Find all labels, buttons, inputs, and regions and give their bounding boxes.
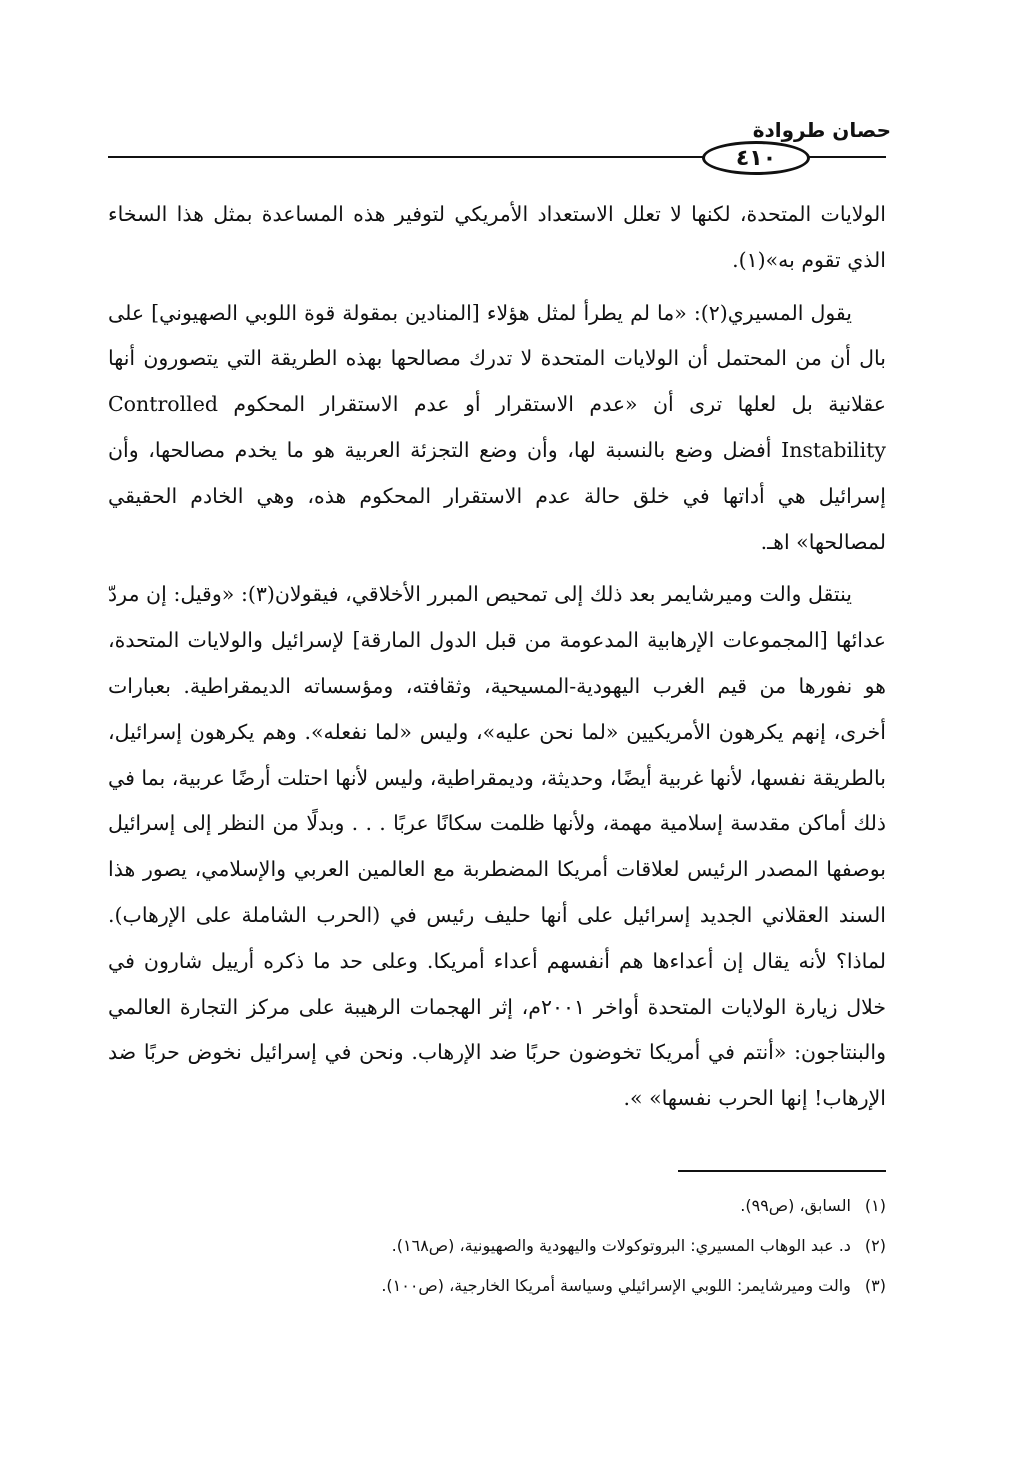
- paragraph-1: الولايات المتحدة، لكنها لا تعلل الاستعداد الأمريكي لتوفير هذه المساعدة بمثل هذا السخاء الذي تقوم به»(١).: [108, 202, 886, 272]
- body-text: [108, 192, 886, 1122]
- paragraph-3: ينتقل والت وميرشايمر بعد ذلك إلى تمحيص المبرر الأخلاقي، فيقولان(٣): «وقيل: إن مردّ عدائها [المجموعات الإرهابية المدعومة من قبل الدول المارقة] لإسرائيل والولايات المتحدة، هو نفورها من قيم الغرب اليهودية-المسيحية، وثقافته، ومؤسساته الديمقراطية. بعبارات أخرى، إنهم يكرهون الأمريكيين «لما نحن عليه»، وليس «لما نفعله». وهم يكرهون إسرائيل، بالطريقة نفسها، لأنها غربية أيضًا، وحديثة، وديمقراطية، وليس لأنها احتلت أرضًا عربية، بما في ذلك أماكن مقدسة إسلامية مهمة، ولأنها ظلمت سكانًا عربًا . . . وبدلًا من النظر إلى إسرائيل بوصفها المصدر الرئيس لعلاقات أمريكا المضطربة مع العالمين العربي والإسلامي، يصور هذا السند العقلاني الجديد إسرائيل على أنها حليف رئيس في (الحرب الشاملة على الإرهاب). لماذا؟ لأنه يقال إن أعداءها هم أنفسهم أعداء أمريكا. وعلى حد ما ذكره أرييل شارون في خلال زيارة الولايات المتحدة أواخر ٢٠٠١م، إثر الهجمات الرهيبة على مركز التجارة العالمي والبنتاجون: «أنتم في أمريكا تخوضون حربًا ضد الإرهاب. ونحن في إسرائيل نخوض حربًا ضد الإرهاب! إنها الحرب نفسها» ».: [108, 582, 886, 1111]
- page-number: ٤١٠: [702, 141, 810, 175]
- footnote-text: السابق، (ص٩٩).: [740, 1196, 851, 1215]
- footnotes: [108, 1186, 886, 1306]
- footnote-1: [108, 1186, 886, 1226]
- footnote-number: (١): [864, 1196, 886, 1215]
- running-header-title: حصان طروادة: [752, 118, 891, 142]
- paragraph-2: يقول المسيري(٢): «ما لم يطرأ لمثل هؤلاء [المنادين بمقولة قوة اللوبي الصهيوني] على بال أن من المحتمل أن الولايات المتحدة لا تدرك مصالحها بهذه الطريقة التي يتصورون أنها عقلانية بل لعلها ترى أن «عدم الاستقرار أو عدم الاستقرار المحكوم Controlled Instability أفضل وضع بالنسبة لها، وأن وضع التجزئة العربية هو ما يخدم مصالحها، وأن إسرائيل هي أداتها في خلق حالة عدم الاستقرار المحكوم هذه، وهي الخادم الحقيقي لمصالحها» اهـ.: [108, 300, 886, 554]
- footnote-3: [108, 1266, 886, 1306]
- footnote-rule: [678, 1170, 886, 1172]
- footnote-number: (٣): [864, 1276, 886, 1295]
- footnote-number: (٢): [864, 1236, 886, 1255]
- footnote-text: والت وميرشايمر: اللوبي الإسرائيلي وسياسة أمريكا الخارجية، (ص١٠٠).: [381, 1276, 851, 1295]
- footnote-2: [108, 1226, 886, 1266]
- footnote-text: د. عبد الوهاب المسيري: البروتوكولات واليهودية والصهيونية، (ص١٦٨).: [391, 1236, 851, 1255]
